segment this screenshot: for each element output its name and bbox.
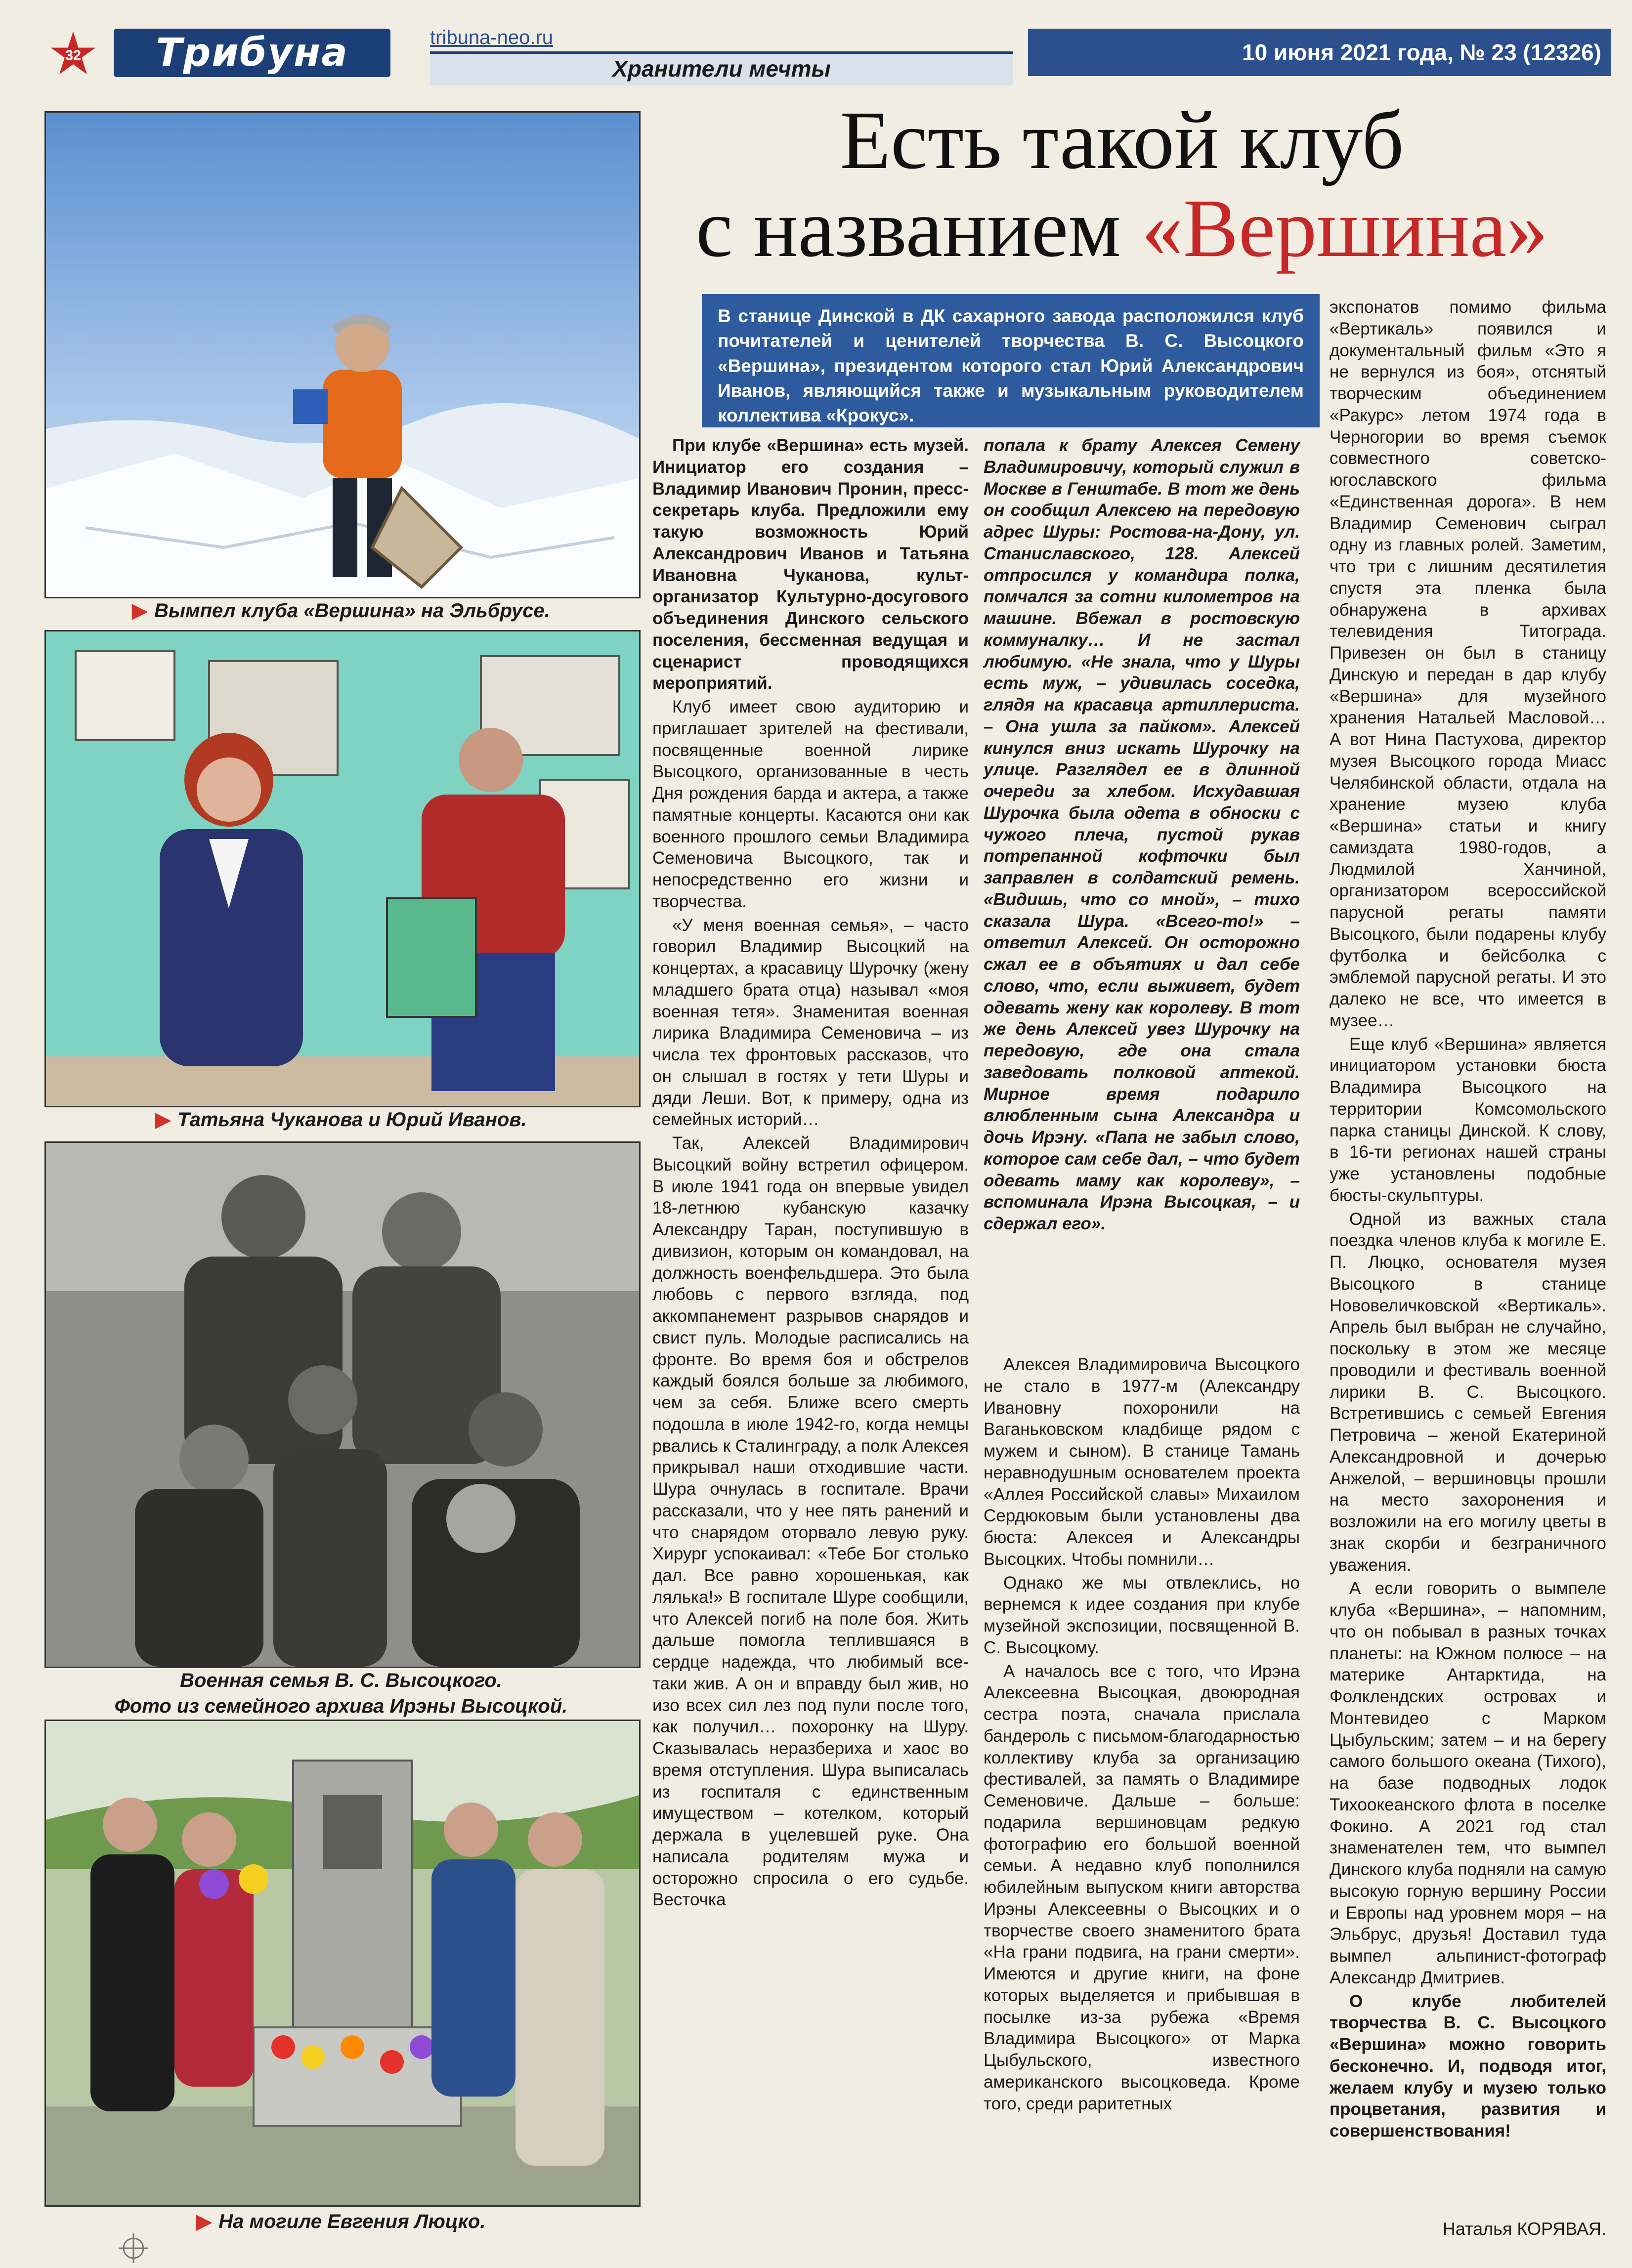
triangle-marker-icon: ▶ bbox=[196, 2211, 212, 2232]
triangle-marker-icon: ▶ bbox=[132, 600, 147, 622]
paragraph: Алексея Владимировича Высоцкого не стало в 1977-м (Александру Ивановну похоронили на Ваганьковском кладбище рядом с мужем и сыном). В станице Тамань неравнодушным основателем проекта «Аллея Российской славы» Михаилом Сердюковым были установлены два бюста: Алексея и Александры Высоцких. Чтобы помнили… bbox=[984, 1355, 1300, 1569]
issue-date: 10 июня 2021 года, № 23 (12326) bbox=[1028, 29, 1611, 76]
paragraph: попала к брату Алексея Семену Владимировичу, который служил в Москве в Генштабе. В тот же день он сообщил Алексею на передовую адрес Шуры: Ростова-на-Дону, ул. Станиславского, 128. Алексей отпросился у командира полка, помчался за сотни километров на машине. Вбежал в ростовскую коммуналку… И не застал любимую. «Не знала, что у Шуры есть муж, – удивилась соседка, глядя на красавца артиллериста. – Она ушла за пайком». Алексей кинулся вниз искать Шурочку на улице. Разглядел ее в длинной очереди за хлебом. Исхудавшая Шурочка была одета в обноски с чужого плеча, пустой рукав потрепанной кофточки был заправлен в солдатский ремень. «Видишь, что со мной», – тихо сказала Шура. «Всего-то!» – ответил Алексей. Он осторожно сжал ее в объятиях и дал себе слово, что, если выживет, будет одевать жену как королеву. В тот же день Алексей увез Шурочку на передовую, где она стала заведовать полковой аптекой. Мирное время подарило влюбленным сына Александра и дочь Ирэну. «Папа не забыл слово, которое сам себе дал, – что будет одевать маму как королеву», – вспоминала Ирэна Высоцкая, – и сдержал его». bbox=[984, 436, 1300, 1233]
page-number: 32 bbox=[65, 47, 82, 64]
text-column-2 bbox=[984, 435, 1300, 1237]
author-signature: Наталья КОРЯВАЯ. bbox=[1442, 2219, 1606, 2239]
photo-club-leaders bbox=[44, 630, 641, 1107]
paragraph: Еще клуб «Вершина» является инициатором установки бюста Владимира Высоцкого на территории Комсомольского парка станицы Динской. К слову, в 16-ти регионах нашей страны уже установлены подобные бюсты-скульптуры. bbox=[1330, 1034, 1606, 1205]
photo-caption: ▶ На могиле Евгения Люцко. bbox=[196, 2211, 486, 2232]
paragraph: Одной из важных стала поездка членов клуба к могиле Е. П. Люцко, основателя музея Высоцкого в станице Нововеличковской «Вертикаль». Апрель был выбран не случайно, поскольку в этом же месяце проводили и фестиваль военной лирики В. С. Высоцкого. Встретившись с семьей Евгения Петровича – женой Екатериной Александровной и дочерью Анжелой, – вершиновцы прошли на место захоронения и возложили на его могилу цветы в знак скорби и безграничного уважения. bbox=[1330, 1209, 1606, 1575]
site-url[interactable]: tribuna-neo.ru bbox=[430, 27, 554, 48]
paragraph: Однако же мы отвлеклись, но вернемся к идее создания при клубе музейной экспозиции, посвященной В. С. Высоцкому. bbox=[984, 1573, 1300, 1657]
text-column-1 bbox=[652, 435, 969, 1913]
text-column-3 bbox=[1330, 296, 1606, 2144]
text-column-2-continued bbox=[984, 1354, 1300, 2116]
photo-grave bbox=[44, 1720, 641, 2207]
triangle-marker-icon: ▶ bbox=[155, 1109, 171, 1131]
photo-caption: ▶ Татьяна Чуканова и Юрий Иванов. bbox=[155, 1109, 527, 1131]
article-title: Есть такой клуб с названием «Вершина» bbox=[695, 94, 1548, 275]
section-title: Хранители мечты bbox=[430, 51, 1013, 85]
paragraph: А началось все с того, что Ирэна Алексеевна Высоцкая, двоюродная сестра поэта, сначала прислала бандероль с письмом-благодарностью коллективу клуба за организацию фестивалей, за память о Владимире Семеновиче. Дальше – больше: подарила вершиновцам редкую фотографию его большой военной семьи. А недавно клуб пополнился юбилейным выпуском книги авторства Ирэны Алексеевны о Высоцких и о творчестве своего знаменитого брата «На грани подвига, на грани смерти». Имеются и другие книги, на фоне которых выделяется и прибывшая в посылке из-за рубежа «Время Владимира Высоцкого» от Марка Цыбульского, известного американского высоцковеда. Кроме того, среди раритетных bbox=[984, 1661, 1300, 2113]
paragraph: Так, Алексей Владимирович Высоцкий войну встретил офицером. В июле 1941 года он впервые увидел 18-летнюю кубанскую казачку Александру Таран, поступившую в дивизион, которым он командовал, на должность военфельдшера. Это была любовь с первого взгляда, под аккомпанемент разрывов снарядов и свист пуль. Молодые расписались на фронте. Во время боя и обстрелов каждый боялся больше за любимого, чем за себя. Ближе всего смерть подошла в июле 1942-го, когда немцы рвались к Сталинграду, а полк Алексея прикрывал наши отходившие части. Шура очнулась в госпитале. Врачи рассказали, что у нее пять ранений и что снарядом оторвало левую руку. Хирург успокаивал: «Тебе Бог столько дал. Все равно хорошенькая, как лялька!» В госпитале Шуре сообщили, что Алексей погиб на поле боя. Жить дальше помогла теплившаяся в сердце надежда, что любимый все-таки жив. А он и вправду был жив, но изо всех сил лез под пули после того, как получил… похоронку на Шуру. Сказывалась неразбериха и хаос во время отступления. Шура выписалась из госпиталя с единственным имуществом – котелком, который держала в уцелевшей руке. Она написала родителям мужа и осторожно спросила о его судьбе. Весточка bbox=[652, 1134, 969, 1910]
paragraph: А если говорить о вымпеле клуба «Вершина», – напомним, что он побывал в разных точках планеты: на Южном полюсе – на материке Антарктида, на Фолклендских островах и Монтевидео с Марком Цыбульским; затем – и на берегу самого большого океана (Тихого), на базе подводных лодок Тихоокеанского флота в поселке Фокино. А 2021 год стал знаменателен тем, что вымпел Динского клуба подняли на самую высокую горную вершину России и Европы над уровнем моря – на Эльбрус, друзья! Доставил туда вымпел альпинист-фотограф Александр Дмитриев. bbox=[1330, 1579, 1606, 1987]
page-number-star-icon bbox=[49, 31, 97, 78]
paragraph: При клубе «Вершина» есть музей. Инициатор его создания – Владимир Иванович Пронин, пресс-секретарь клуба. Предложили ему такую возможность Юрий Александрович Иванов и Татьяна Ивановна Чуканова, культ-организатор Культурно-досугового объединения Динского сельского поселения, бессменная ведущая и сценарист проводящихся мероприятий. bbox=[652, 436, 969, 693]
paragraph: «У меня военная семья», – часто говорил Владимир Высоцкий на концертах, а красавицу Шурочку (жену младшего брата отца) называл «моя военная тетя». Знаменитая военная лирика Владимира Семеновича – из числа тех фронтовых рассказов, что он слышал в гостях у тети Шуры и дяди Леши. Вот, к примеру, одна из семейных историй… bbox=[652, 915, 969, 1130]
newspaper-brand: Трибуна bbox=[114, 29, 390, 77]
paragraph: экспонатов помимо фильма «Вертикаль» появился и документальный фильм «Это я не вернулся из боя», отснятый творческим объединением «Ракурс» летом 1974 года в Черногории во время съемок совместного советско-югославского фильма «Единственная дорога». В нем Владимир Семенович сыграл одну из главных ролей. Заметим, что три с лишним десятилетия спустя эта пленка была обнаружена в архивах телевидения Титограда. Привезен он был в станицу Динскую и передан в дар клубу «Вершина» для музейного хранения Натальей Масловой… А вот Нина Пастухова, директор музея Высоцкого города Миасс Челябинской области, отдала на хранение музею клуба «Вершина» статьи и книгу самиздата 1980-годов, а Людмилой Ханчиной, организатором всероссийской парусной регаты памяти Высоцкого, были подарены клубу футболка и бейсболка с эмблемой парусной регаты. И это далеко не все, что имеется в музее… bbox=[1330, 297, 1606, 1030]
crosshair-icon bbox=[119, 2233, 148, 2263]
paragraph: О клубе любителей творчества В. С. Высоцкого «Вершина» можно говорить бесконечно. И, подводя итог, желаем клубу и музею только процветания, развития и совершенствования! bbox=[1330, 1991, 1606, 2141]
article-lead: В станице Динской в ДК сахарного завода расположился клуб почитателей и ценителей творчества В. С. Высоцкого «Вершина», президентом которого стал Юрий Александрович Иванов, являющийся также и музыкальным руководителем коллектива «Крокус». bbox=[702, 294, 1320, 427]
photo-military-family bbox=[44, 1141, 641, 1668]
photo-caption: Военная семья В. С. Высоцкого. Фото из семейного архива Ирэны Высоцкой. bbox=[114, 1670, 568, 1717]
photo-caption: ▶ Вымпел клуба «Вершина» на Эльбрусе. bbox=[132, 600, 550, 622]
photo-elbrus bbox=[44, 111, 641, 598]
paragraph: Клуб имеет свою аудиторию и приглашает зрителей на фестивали, посвященные военной лирике Высоцкого, организованные в честь Дня рождения барда и актера, а также памятные концерты. Касаются они как военного прошлого семьи Владимира Семеновича Высоцкого, так и непосредственно его жизни и творчества. bbox=[652, 697, 969, 911]
